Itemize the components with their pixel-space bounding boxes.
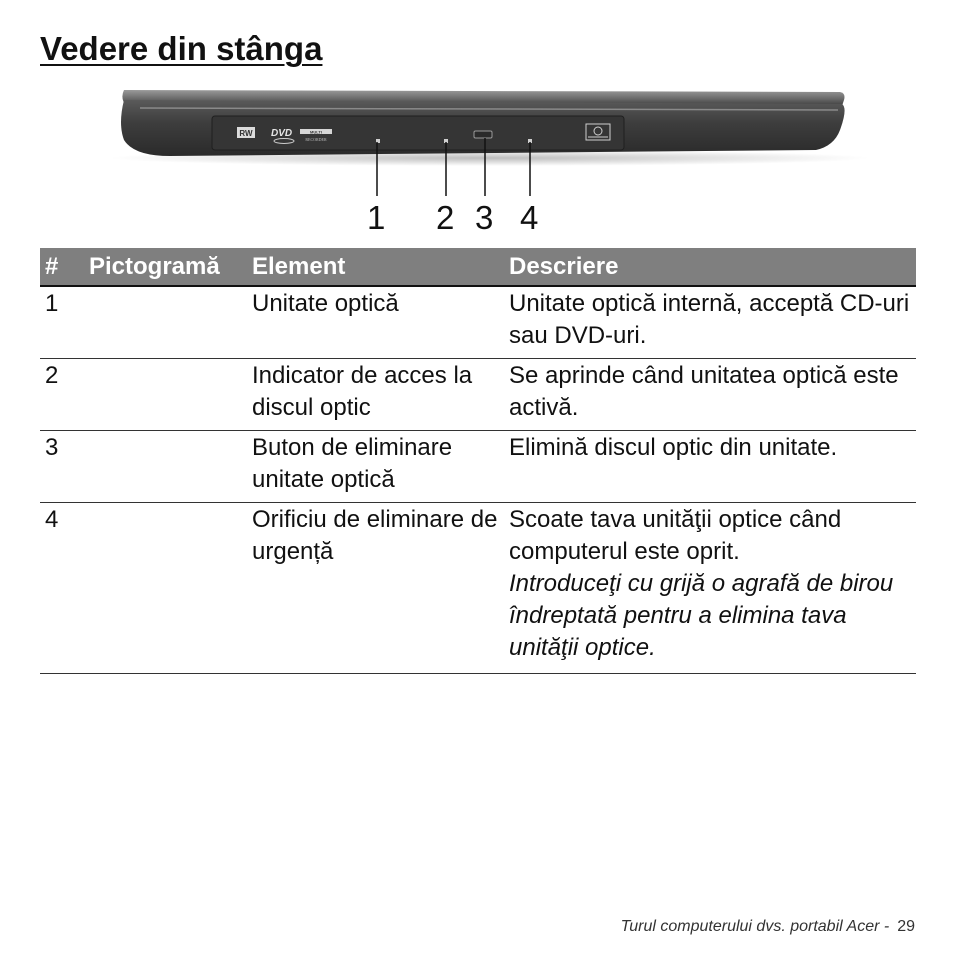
row-description-text: Elimină discul optic din unitate.	[509, 434, 838, 461]
table-header-row	[40, 248, 916, 286]
page-title: Vedere din stânga	[40, 30, 323, 67]
callout-number-3: 3	[475, 199, 494, 236]
table-row	[40, 286, 916, 359]
callout-number-4: 4	[520, 199, 539, 236]
row-description-text: Scoate tava unităţii optice când computerul este oprit.	[509, 506, 842, 565]
row-description	[504, 503, 916, 674]
row-icon	[84, 359, 247, 431]
component-table	[40, 248, 916, 674]
row-element: Unitate optică	[247, 286, 504, 359]
row-icon	[84, 286, 247, 359]
row-element: Indicator de acces la discul optic	[247, 359, 504, 431]
table-row	[40, 503, 916, 674]
eject-button	[474, 131, 492, 138]
row-description-text: Unitate optică internă, acceptă CD-uri sau DVD-uri.	[509, 290, 910, 349]
row-number: 1	[40, 286, 84, 359]
multi-logo: MULTI	[310, 129, 322, 135]
table-row	[40, 359, 916, 431]
header-element: Element	[247, 248, 504, 286]
dvd-logo: DVD	[271, 128, 293, 139]
row-element: Orificiu de eliminare de urgență	[247, 503, 504, 674]
callout-number-2: 2	[436, 199, 455, 236]
row-icon	[84, 431, 247, 503]
page-footer	[621, 918, 915, 936]
row-icon	[84, 503, 247, 674]
recorder-logo: RECORDER	[305, 137, 327, 142]
table-row	[40, 431, 916, 503]
footer-text: Turul computerului dvs. portabil Acer -	[620, 918, 890, 935]
header-icon: Pictogramă	[84, 248, 247, 286]
callout-number-1: 1	[367, 199, 386, 236]
row-description	[504, 431, 916, 503]
header-number: #	[40, 248, 84, 286]
rw-logo-text: RW	[239, 129, 253, 138]
row-note: Introduceţi cu grijă o agrafă de birou îndreptată pentru a elimina tava unităţii optice.	[509, 570, 894, 661]
header-description: Descriere	[504, 248, 916, 286]
row-number: 3	[40, 431, 84, 503]
row-number: 2	[40, 359, 84, 431]
page-number: 29	[897, 918, 915, 935]
row-description-text: Se aprinde când unitatea optică este activă.	[509, 362, 899, 421]
row-number: 4	[40, 503, 84, 674]
row-description	[504, 359, 916, 431]
row-element: Buton de eliminare unitate optică	[247, 431, 504, 503]
row-description	[504, 286, 916, 359]
